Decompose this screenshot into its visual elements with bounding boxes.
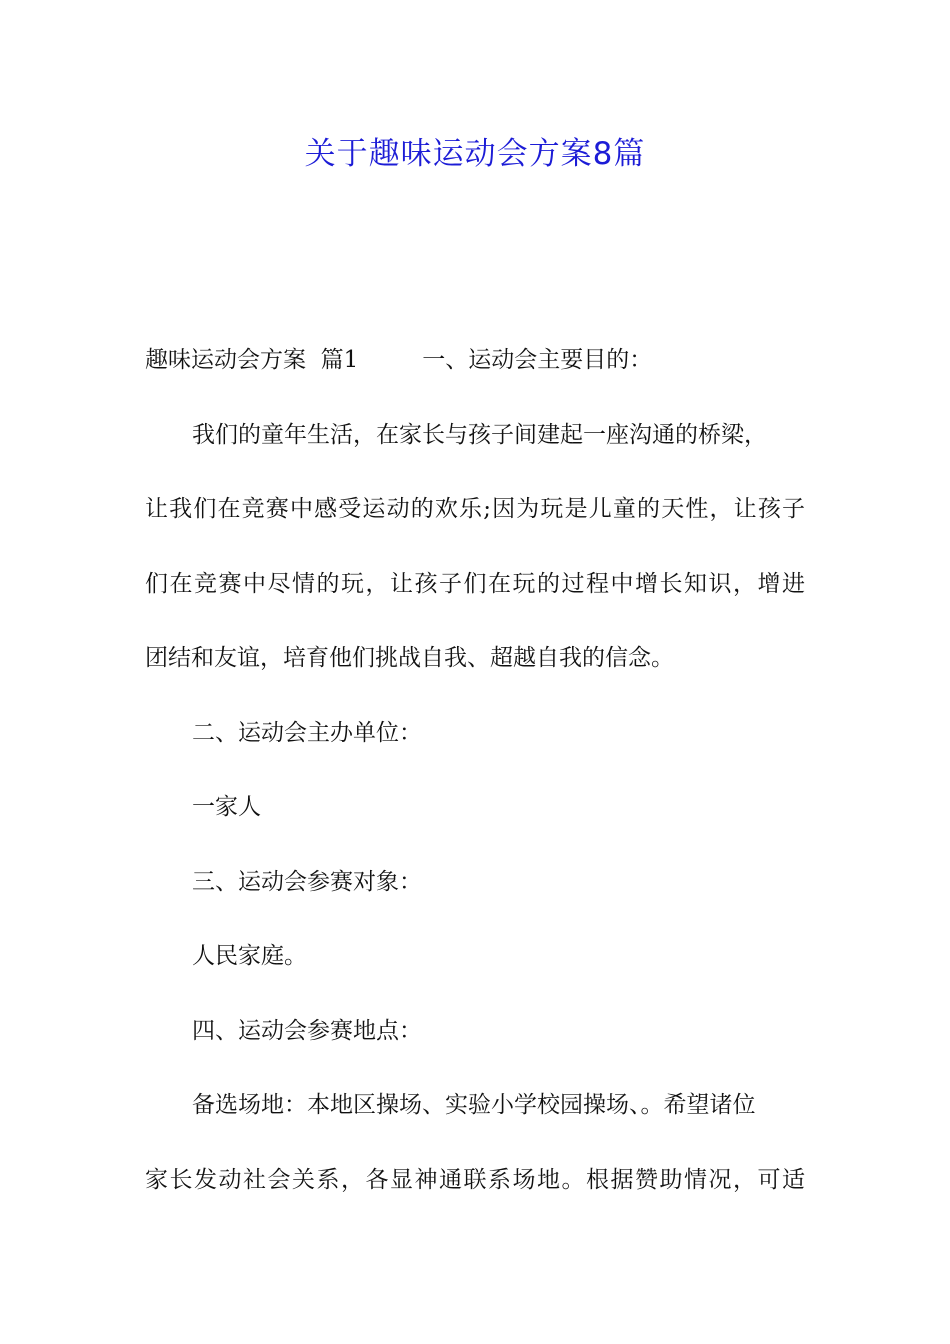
heading-purpose: 一、运动会主要目的： [422, 347, 653, 373]
document-body [145, 338, 805, 1232]
venue-paragraph-line: 家长发动社会关系，各显神通联系场地。根据赞助情况，可适 [145, 1166, 805, 1193]
heading-organizer: 二、运动会主办单位： [192, 719, 422, 746]
section-heading-line [145, 338, 805, 413]
venue-paragraph-line: 备选场地：本地区操场、实验小学校园操场、。希望诸位 [192, 1092, 756, 1118]
section-label: 趣味运动会方案 篇1 [145, 347, 359, 373]
paragraph-line: 我们的童年生活，在家长与孩子间建起一座沟通的桥梁， [192, 421, 767, 448]
heading-participants: 三、运动会参赛对象： [192, 868, 422, 895]
document-title: 关于趣味运动会方案8篇 [304, 136, 646, 172]
paragraph-line: 们在竞赛中尽情的玩，让孩子们在玩的过程中增长知识，增进 [145, 570, 805, 597]
paragraph-line: 让我们在竞赛中感受运动的欢乐;因为玩是儿童的天性，让孩子 [145, 496, 805, 522]
paragraph-line: 团结和友谊，培育他们挑战自我、超越自我的信念。 [145, 645, 674, 671]
heading-venue: 四、运动会参赛地点： [192, 1017, 422, 1044]
participants-value: 人民家庭。 [192, 943, 307, 969]
organizer-value: 一家人 [192, 794, 261, 820]
